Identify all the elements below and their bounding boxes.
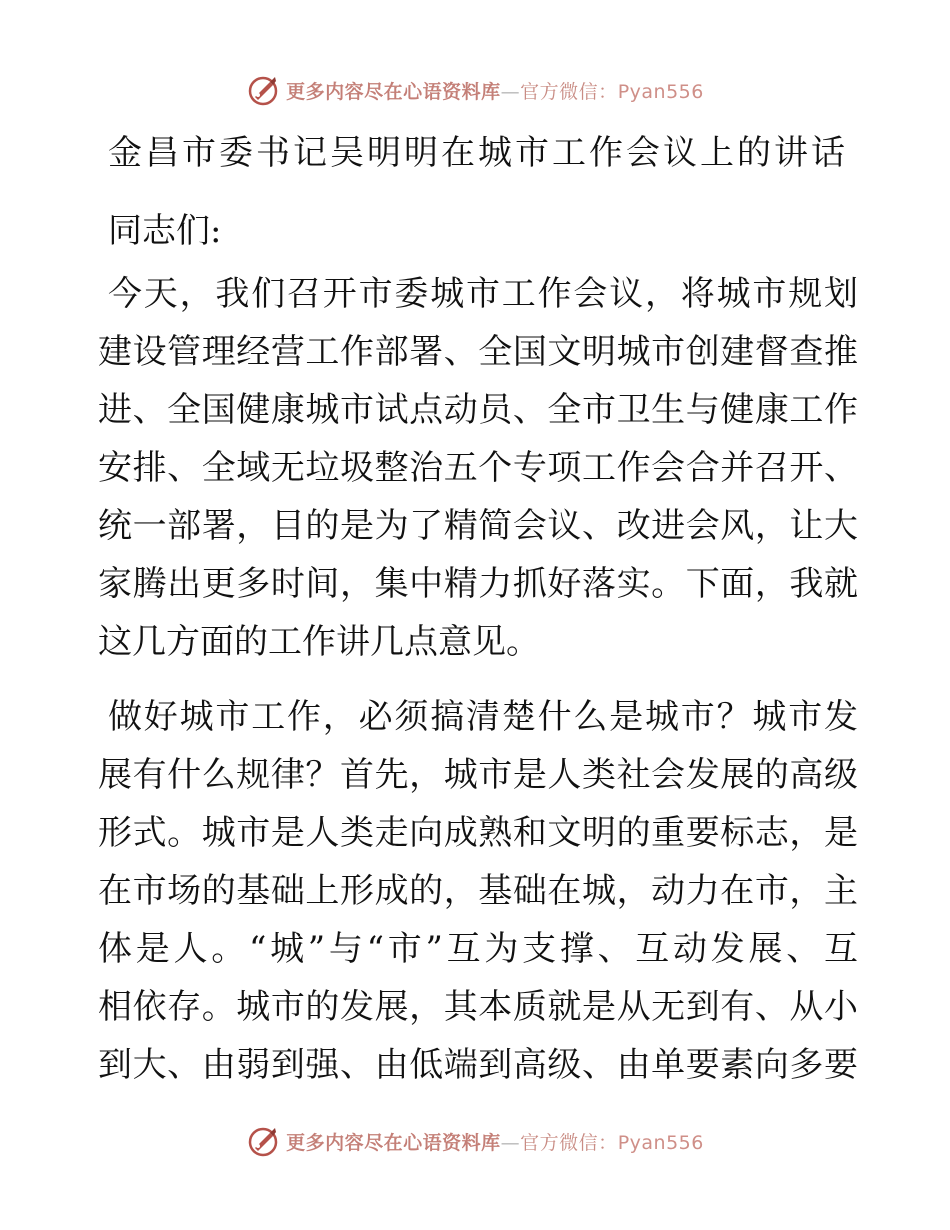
watermark-text xyxy=(286,1128,704,1155)
paragraph-line: 统一部署，目的是为了精简会议、改进会风，让大 xyxy=(98,506,858,546)
paragraph-2 xyxy=(98,688,858,1094)
watermark-official-label: 官方微信： xyxy=(520,80,618,103)
paragraph-line: 建设管理经营工作部署、全国文明城市创建督查推 xyxy=(98,332,858,372)
watermark-official-label: 官方微信： xyxy=(520,1131,618,1154)
paragraph-line: 到大、由弱到强、由低端到高级、由单要素向多要 xyxy=(98,1045,858,1085)
pen-logo-icon xyxy=(246,1124,280,1158)
paragraph-1 xyxy=(98,265,858,671)
watermark-dash: — xyxy=(500,80,521,103)
paragraph-line: 相依存。城市的发展，其本质就是从无到有、从小 xyxy=(98,987,858,1027)
pen-logo-icon xyxy=(246,73,280,107)
watermark-wechat-id: Pyan556 xyxy=(617,80,704,103)
watermark-dash: — xyxy=(500,1131,521,1154)
watermark-brand: 更多内容尽在心语资料库 xyxy=(286,80,501,103)
document-title: 金昌市委书记吴明明在城市工作会议上的讲话 xyxy=(108,133,848,173)
paragraph-line: 今天，我们召开市委城市工作会议，将城市规划 xyxy=(108,274,858,314)
paragraph-line: 形式。城市是人类走向成熟和文明的重要标志，是 xyxy=(98,813,858,853)
watermark-footer xyxy=(0,1121,950,1161)
watermark-brand: 更多内容尽在心语资料库 xyxy=(286,1131,501,1154)
paragraph-line: 这几方面的工作讲几点意见。 xyxy=(98,622,540,662)
paragraph-line: 安排、全域无垃圾整治五个专项工作会合并召开、 xyxy=(98,448,858,488)
paragraph-line: 体是人。“城”与“市”互为支撑、互动发展、互 xyxy=(98,929,858,969)
paragraph-line: 展有什么规律？首先，城市是人类社会发展的高级 xyxy=(98,755,858,795)
watermark-wechat-id: Pyan556 xyxy=(617,1131,704,1154)
salutation: 同志们: xyxy=(108,211,222,251)
paragraph-line: 家腾出更多时间，集中精力抓好落实。下面，我就 xyxy=(98,564,858,604)
paragraph-line: 做好城市工作，必须搞清楚什么是城市？城市发 xyxy=(108,697,858,737)
paragraph-line: 在市场的基础上形成的，基础在城，动力在市，主 xyxy=(98,871,858,911)
paragraph-line: 进、全国健康城市试点动员、全市卫生与健康工作 xyxy=(98,390,858,430)
watermark-text xyxy=(286,77,704,104)
watermark-header xyxy=(0,70,950,110)
